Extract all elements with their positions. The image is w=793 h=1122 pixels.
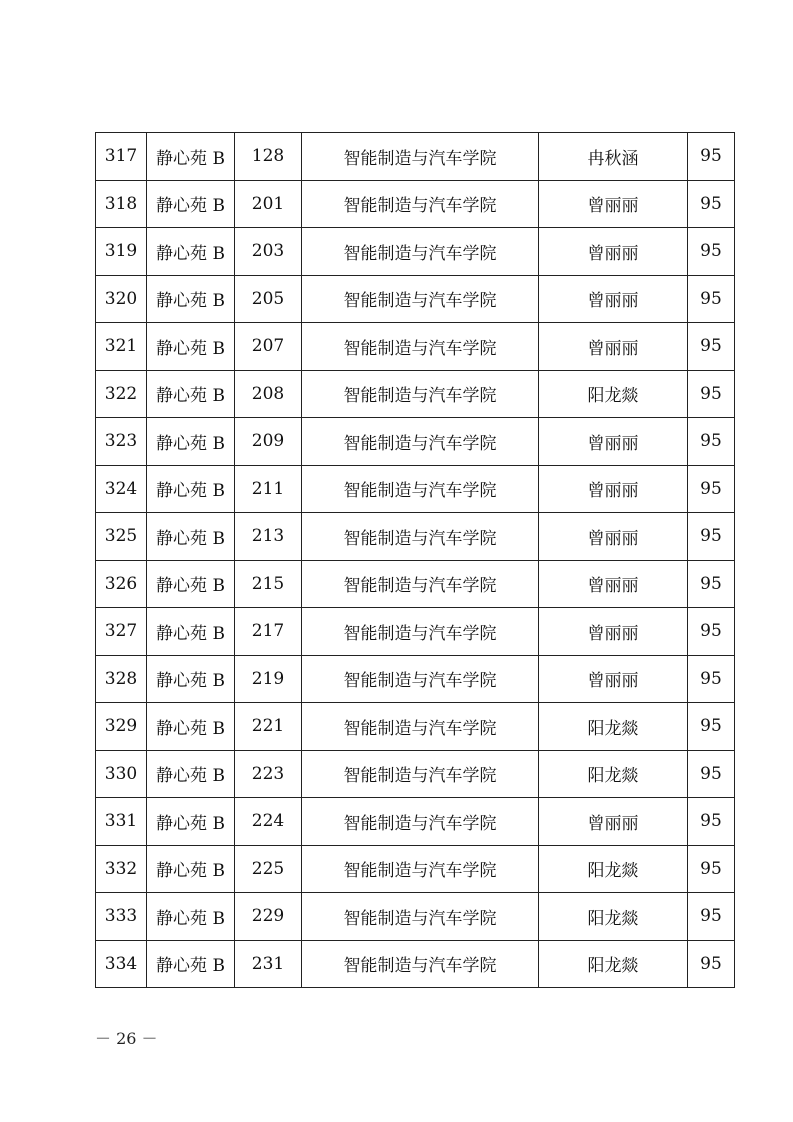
college-cell: 智能制造与汽车学院 (302, 133, 539, 181)
dorm-score-table (95, 132, 735, 988)
row-number-cell: 328 (96, 655, 147, 703)
row-number-cell: 318 (96, 180, 147, 228)
room-cell: 207 (235, 323, 302, 371)
person-cell: 阳龙燚 (539, 750, 688, 798)
building-cell: 静心苑 B (147, 608, 235, 656)
college-cell: 智能制造与汽车学院 (302, 370, 539, 418)
college-cell: 智能制造与汽车学院 (302, 608, 539, 656)
room-cell: 213 (235, 513, 302, 561)
score-cell: 95 (688, 323, 735, 371)
college-cell: 智能制造与汽车学院 (302, 750, 539, 798)
row-number-cell: 325 (96, 513, 147, 561)
person-cell: 曾丽丽 (539, 655, 688, 703)
college-cell: 智能制造与汽车学院 (302, 465, 539, 513)
college-cell: 智能制造与汽车学院 (302, 560, 539, 608)
score-cell: 95 (688, 845, 735, 893)
room-cell: 217 (235, 608, 302, 656)
college-cell: 智能制造与汽车学院 (302, 940, 539, 988)
college-cell: 智能制造与汽车学院 (302, 845, 539, 893)
room-cell: 224 (235, 798, 302, 846)
person-cell: 阳龙燚 (539, 893, 688, 941)
score-cell: 95 (688, 655, 735, 703)
person-cell: 曾丽丽 (539, 465, 688, 513)
room-cell: 201 (235, 180, 302, 228)
row-number-cell: 333 (96, 893, 147, 941)
table-row (96, 323, 735, 371)
person-cell: 冉秋涵 (539, 133, 688, 181)
college-cell: 智能制造与汽车学院 (302, 323, 539, 371)
table-row (96, 133, 735, 181)
row-number-cell: 329 (96, 703, 147, 751)
person-cell: 曾丽丽 (539, 798, 688, 846)
person-cell: 曾丽丽 (539, 608, 688, 656)
room-cell: 209 (235, 418, 302, 466)
table-row (96, 465, 735, 513)
table-row (96, 180, 735, 228)
building-cell: 静心苑 B (147, 418, 235, 466)
person-cell: 曾丽丽 (539, 560, 688, 608)
score-cell: 95 (688, 275, 735, 323)
score-cell: 95 (688, 750, 735, 798)
score-cell: 95 (688, 560, 735, 608)
score-cell: 95 (688, 418, 735, 466)
row-number-cell: 324 (96, 465, 147, 513)
score-cell: 95 (688, 798, 735, 846)
room-cell: 223 (235, 750, 302, 798)
table-row (96, 560, 735, 608)
row-number-cell: 323 (96, 418, 147, 466)
room-cell: 219 (235, 655, 302, 703)
room-cell: 203 (235, 228, 302, 276)
building-cell: 静心苑 B (147, 940, 235, 988)
score-cell: 95 (688, 703, 735, 751)
college-cell: 智能制造与汽车学院 (302, 893, 539, 941)
building-cell: 静心苑 B (147, 750, 235, 798)
table-row (96, 228, 735, 276)
row-number-cell: 320 (96, 275, 147, 323)
building-cell: 静心苑 B (147, 275, 235, 323)
table-row (96, 275, 735, 323)
building-cell: 静心苑 B (147, 513, 235, 561)
row-number-cell: 334 (96, 940, 147, 988)
table-row (96, 513, 735, 561)
row-number-cell: 327 (96, 608, 147, 656)
page-number: － 26 － (95, 1029, 158, 1048)
building-cell: 静心苑 B (147, 845, 235, 893)
score-cell: 95 (688, 893, 735, 941)
score-cell: 95 (688, 228, 735, 276)
row-number-cell: 330 (96, 750, 147, 798)
room-cell: 211 (235, 465, 302, 513)
person-cell: 曾丽丽 (539, 418, 688, 466)
score-cell: 95 (688, 940, 735, 988)
college-cell: 智能制造与汽车学院 (302, 180, 539, 228)
building-cell: 静心苑 B (147, 655, 235, 703)
row-number-cell: 322 (96, 370, 147, 418)
building-cell: 静心苑 B (147, 893, 235, 941)
table-row (96, 893, 735, 941)
building-cell: 静心苑 B (147, 180, 235, 228)
person-cell: 曾丽丽 (539, 180, 688, 228)
score-cell: 95 (688, 608, 735, 656)
table-row (96, 608, 735, 656)
college-cell: 智能制造与汽车学院 (302, 798, 539, 846)
row-number-cell: 321 (96, 323, 147, 371)
room-cell: 128 (235, 133, 302, 181)
person-cell: 阳龙燚 (539, 845, 688, 893)
person-cell: 阳龙燚 (539, 940, 688, 988)
college-cell: 智能制造与汽车学院 (302, 275, 539, 323)
row-number-cell: 317 (96, 133, 147, 181)
building-cell: 静心苑 B (147, 370, 235, 418)
score-cell: 95 (688, 133, 735, 181)
building-cell: 静心苑 B (147, 703, 235, 751)
table-row (96, 845, 735, 893)
score-cell: 95 (688, 465, 735, 513)
table-row (96, 418, 735, 466)
room-cell: 221 (235, 703, 302, 751)
score-cell: 95 (688, 370, 735, 418)
person-cell: 曾丽丽 (539, 275, 688, 323)
building-cell: 静心苑 B (147, 323, 235, 371)
college-cell: 智能制造与汽车学院 (302, 703, 539, 751)
person-cell: 曾丽丽 (539, 323, 688, 371)
college-cell: 智能制造与汽车学院 (302, 655, 539, 703)
table-row (96, 655, 735, 703)
score-cell: 95 (688, 180, 735, 228)
row-number-cell: 332 (96, 845, 147, 893)
row-number-cell: 331 (96, 798, 147, 846)
row-number-cell: 319 (96, 228, 147, 276)
room-cell: 231 (235, 940, 302, 988)
room-cell: 215 (235, 560, 302, 608)
table-row (96, 370, 735, 418)
person-cell: 阳龙燚 (539, 703, 688, 751)
college-cell: 智能制造与汽车学院 (302, 418, 539, 466)
college-cell: 智能制造与汽车学院 (302, 228, 539, 276)
building-cell: 静心苑 B (147, 465, 235, 513)
building-cell: 静心苑 B (147, 228, 235, 276)
person-cell: 曾丽丽 (539, 513, 688, 561)
table-row (96, 703, 735, 751)
table-row (96, 940, 735, 988)
score-cell: 95 (688, 513, 735, 561)
college-cell: 智能制造与汽车学院 (302, 513, 539, 561)
row-number-cell: 326 (96, 560, 147, 608)
building-cell: 静心苑 B (147, 133, 235, 181)
room-cell: 225 (235, 845, 302, 893)
table-row (96, 750, 735, 798)
building-cell: 静心苑 B (147, 798, 235, 846)
table-body (96, 133, 735, 988)
building-cell: 静心苑 B (147, 560, 235, 608)
table-row (96, 798, 735, 846)
room-cell: 229 (235, 893, 302, 941)
person-cell: 曾丽丽 (539, 228, 688, 276)
room-cell: 208 (235, 370, 302, 418)
person-cell: 阳龙燚 (539, 370, 688, 418)
room-cell: 205 (235, 275, 302, 323)
